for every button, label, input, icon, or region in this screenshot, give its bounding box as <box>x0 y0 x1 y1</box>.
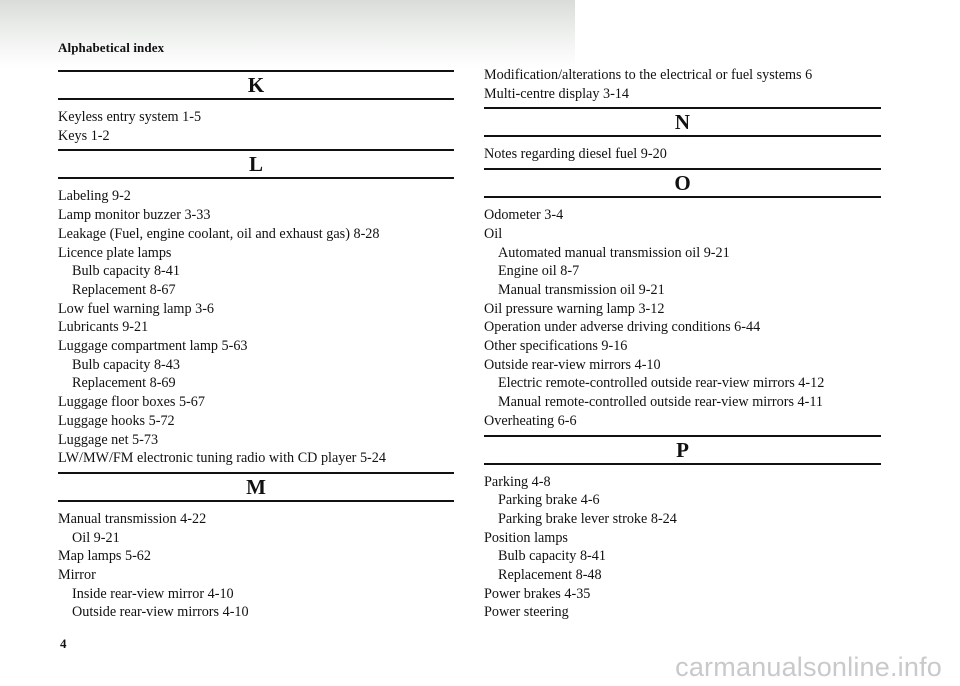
index-subentry: Inside rear-view mirror 4-10 <box>72 585 234 602</box>
index-entry: Oil <box>484 225 503 242</box>
index-entry: Lamp monitor buzzer 3-33 <box>58 207 211 224</box>
index-entry: Lubricants 9-21 <box>58 319 149 336</box>
index-entry: Notes regarding diesel fuel 9-20 <box>484 146 667 163</box>
index-subentry: Bulb capacity 8-43 <box>72 356 180 373</box>
section-heading-k: K <box>58 70 454 100</box>
index-entry: Low fuel warning lamp 3-6 <box>58 300 215 317</box>
index-entry: LW/MW/FM electronic tuning radio with CD player 5-24 <box>58 450 386 467</box>
index-subentry: Replacement 8-48 <box>498 567 602 584</box>
page-header-title: Alphabetical index <box>58 40 165 55</box>
page-number: 4 <box>60 636 67 651</box>
index-entry: Power steering <box>484 604 569 621</box>
index-subentry: Replacement 8-67 <box>72 281 176 298</box>
header-band <box>0 0 575 68</box>
index-entry: Leakage (Fuel, engine coolant, oil and exhaust gas) 8-28 <box>58 225 380 242</box>
index-entry: Odometer 3-4 <box>484 207 564 224</box>
index-entry: Luggage net 5-73 <box>58 431 159 448</box>
index-subentry: Parking brake lever stroke 8-24 <box>498 510 677 527</box>
index-subentry: Automated manual transmission oil 9-21 <box>498 244 730 261</box>
index-entry: Overheating 6-6 <box>484 412 577 429</box>
index-entry: Modification/alterations to the electrical or fuel systems 6 <box>484 67 813 83</box>
index-column-right <box>484 66 881 622</box>
index-entry: Oil pressure warning lamp 3-12 <box>484 300 665 317</box>
index-entry: Manual transmission 4-22 <box>58 510 207 527</box>
watermark: carmanualsonline.info <box>675 652 942 682</box>
index-entry: Operation under adverse driving conditions 6-44 <box>484 319 761 336</box>
index-entry: Outside rear-view mirrors 4-10 <box>484 356 661 373</box>
index-subentry: Manual remote-controlled outside rear-view mirrors 4-11 <box>498 394 823 411</box>
index-subentry: Outside rear-view mirrors 4-10 <box>72 604 249 621</box>
index-subentry: Replacement 8-69 <box>72 375 176 392</box>
index-subentry: Electric remote-controlled outside rear-view mirrors 4-12 <box>498 375 825 392</box>
section-heading-p: P <box>484 435 881 465</box>
section-heading-l: L <box>58 149 454 179</box>
index-subentry: Oil 9-21 <box>72 529 120 546</box>
index-subentry: Parking brake 4-6 <box>498 492 600 509</box>
index-subentry: Bulb capacity 8-41 <box>72 263 180 280</box>
index-entry: Mirror <box>58 567 96 584</box>
index-subentry: Bulb capacity 8-41 <box>498 548 606 565</box>
index-entry: Power brakes 4-35 <box>484 585 591 602</box>
index-column-left <box>58 66 454 622</box>
index-entry: Labeling 9-2 <box>58 188 131 205</box>
index-entry: Keys 1-2 <box>58 127 110 144</box>
section-heading-m: M <box>58 472 454 502</box>
section-heading-n: N <box>484 107 881 137</box>
index-entry: Other specifications 9-16 <box>484 338 628 355</box>
index-entry: Multi-centre display 3-14 <box>484 85 629 102</box>
index-entry: Licence plate lamps <box>58 244 172 261</box>
index-subentry: Engine oil 8-7 <box>498 263 580 280</box>
index-entry: Position lamps <box>484 529 568 546</box>
index-entry: Parking 4-8 <box>484 473 551 490</box>
index-entry: Map lamps 5-62 <box>58 548 151 565</box>
index-entry: Luggage floor boxes 5-67 <box>58 394 205 411</box>
section-heading-o: O <box>484 168 881 198</box>
index-entry: Keyless entry system 1-5 <box>58 109 202 125</box>
index-entry: Luggage hooks 5-72 <box>58 412 175 429</box>
index-subentry: Manual transmission oil 9-21 <box>498 281 665 298</box>
index-entry: Luggage compartment lamp 5-63 <box>58 338 248 355</box>
